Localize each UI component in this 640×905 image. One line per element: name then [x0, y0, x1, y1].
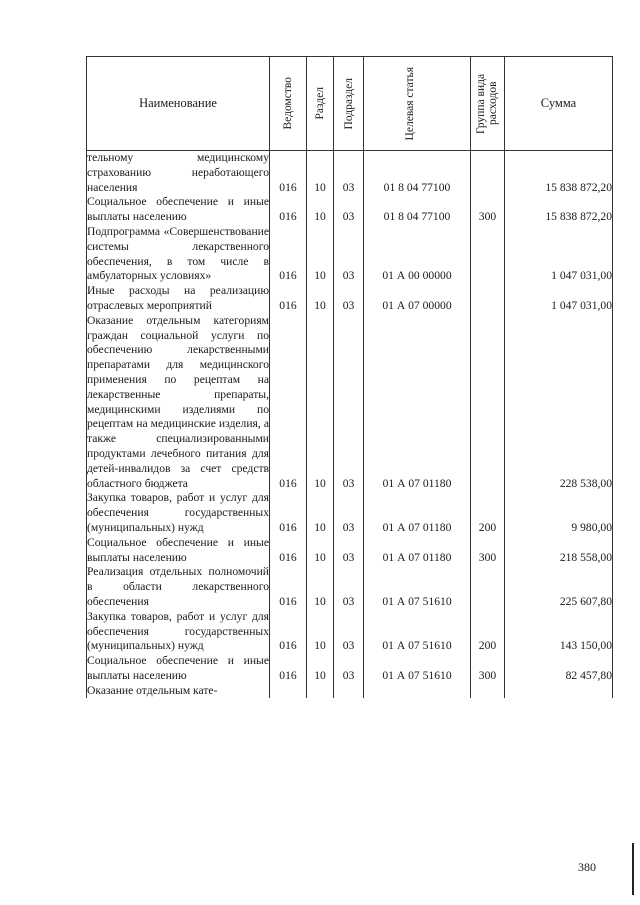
row-expense-group [471, 284, 505, 314]
header-sum: Сумма [505, 57, 613, 151]
table-row [87, 654, 613, 684]
row-target-item: 01 А 07 01180 [364, 491, 471, 535]
row-target-item: 01 А 07 01180 [364, 314, 471, 492]
table-row [87, 151, 613, 196]
row-expense-group [471, 225, 505, 284]
row-subsection: 03 [334, 491, 364, 535]
row-expense-group: 200 [471, 610, 505, 654]
row-sum: 9 980,00 [505, 491, 613, 535]
row-target-item: 01 А 07 51610 [364, 654, 471, 684]
row-expense-group [471, 151, 505, 196]
row-subsection [334, 684, 364, 699]
row-target-item: 01 А 00 00000 [364, 225, 471, 284]
row-subsection: 03 [334, 536, 364, 566]
row-expense-group [471, 684, 505, 699]
row-target-item [364, 684, 471, 699]
row-subsection: 03 [334, 565, 364, 609]
page-number: 380 [578, 860, 596, 874]
row-expense-group: 300 [471, 195, 505, 225]
row-department: 016 [270, 536, 307, 566]
budget-table [86, 56, 613, 698]
header-target-item: Целевая статья [364, 57, 471, 151]
row-name: Социальное обеспечение и иные выплаты населению [87, 195, 269, 224]
row-name: тельному медицинскому страхованию неработающего населения [87, 151, 269, 194]
row-section: 10 [307, 151, 334, 196]
row-name: Закупка товаров, работ и услуг для обеспечения государственных (муниципальных) нужд [87, 491, 269, 534]
row-name: Социальное обеспечение и иные выплаты населению [87, 654, 269, 682]
row-section: 10 [307, 565, 334, 609]
row-target-item: 01 А 07 51610 [364, 610, 471, 654]
header-name: Наименование [87, 57, 270, 151]
scan-edge-mark [632, 843, 634, 895]
row-target-item: 01 8 04 77100 [364, 151, 471, 196]
header-department: Ведомство [270, 57, 307, 151]
row-sum: 218 558,00 [505, 536, 613, 566]
row-sum [505, 684, 613, 699]
table-row [87, 491, 613, 535]
header-subsection: Подраздел [334, 57, 364, 151]
row-expense-group: 200 [471, 491, 505, 535]
table-row [87, 314, 613, 492]
row-department [270, 684, 307, 699]
row-department: 016 [270, 151, 307, 196]
table-row [87, 284, 613, 314]
table-row [87, 536, 613, 566]
row-subsection: 03 [334, 151, 364, 196]
row-section: 10 [307, 314, 334, 492]
table-row [87, 610, 613, 654]
row-department: 016 [270, 195, 307, 225]
row-expense-group: 300 [471, 536, 505, 566]
row-sum: 228 538,00 [505, 314, 613, 492]
row-section: 10 [307, 536, 334, 566]
row-subsection: 03 [334, 225, 364, 284]
row-sum: 82 457,80 [505, 654, 613, 684]
row-section: 10 [307, 225, 334, 284]
row-department: 016 [270, 610, 307, 654]
row-sum: 225 607,80 [505, 565, 613, 609]
row-sum: 1 047 031,00 [505, 225, 613, 284]
row-expense-group [471, 565, 505, 609]
row-department: 016 [270, 284, 307, 314]
header-row [87, 57, 613, 151]
header-section: Раздел [307, 57, 334, 151]
row-sum: 143 150,00 [505, 610, 613, 654]
row-expense-group: 300 [471, 654, 505, 684]
row-section: 10 [307, 654, 334, 684]
row-sum: 1 047 031,00 [505, 284, 613, 314]
row-name: Иные расходы на реализацию отраслевых мероприятий [87, 284, 269, 312]
row-target-item: 01 А 07 00000 [364, 284, 471, 314]
row-name: Оказание отдельным категориям граждан социальной услуги по обеспечению лекарственными препаратами для медицинского применения по рецептам на лекарственные препараты, медицинскими изделиями по рецептам на медицинские изделия, а также специализированными продуктами лечебного питания для детей-инвалидов за счет средств областного бюджета [87, 313, 269, 490]
row-subsection: 03 [334, 195, 364, 225]
row-department: 016 [270, 491, 307, 535]
table-row [87, 195, 613, 225]
row-section: 10 [307, 195, 334, 225]
row-target-item: 01 А 07 01180 [364, 536, 471, 566]
row-subsection: 03 [334, 284, 364, 314]
row-section: 10 [307, 610, 334, 654]
row-sum: 15 838 872,20 [505, 151, 613, 196]
row-target-item: 01 8 04 77100 [364, 195, 471, 225]
row-name: Социальное обеспечение и иные выплаты населению [87, 535, 269, 564]
row-section [307, 684, 334, 699]
table-row [87, 684, 613, 699]
row-section: 10 [307, 284, 334, 314]
row-subsection: 03 [334, 314, 364, 492]
row-name: Подпрограмма «Совершенствование системы лекарственного обеспечения, в том числе в амбулаторных условиях» [87, 224, 269, 283]
row-department: 016 [270, 654, 307, 684]
table-row [87, 225, 613, 284]
row-sum: 15 838 872,20 [505, 195, 613, 225]
row-department: 016 [270, 225, 307, 284]
row-name: Оказание отдельным кате- [87, 684, 270, 699]
row-name: Закупка товаров, работ и услуг для обеспечения государственных (муниципальных) нужд [87, 609, 269, 653]
row-subsection: 03 [334, 654, 364, 684]
header-expense-group: Группа вида расходов [471, 57, 505, 151]
row-target-item: 01 А 07 51610 [364, 565, 471, 609]
row-name: Реализация отдельных полномочий в области лекарственного обеспечения [87, 565, 269, 608]
row-expense-group [471, 314, 505, 492]
row-subsection: 03 [334, 610, 364, 654]
table-row [87, 565, 613, 609]
row-department: 016 [270, 565, 307, 609]
row-section: 10 [307, 491, 334, 535]
row-department: 016 [270, 314, 307, 492]
